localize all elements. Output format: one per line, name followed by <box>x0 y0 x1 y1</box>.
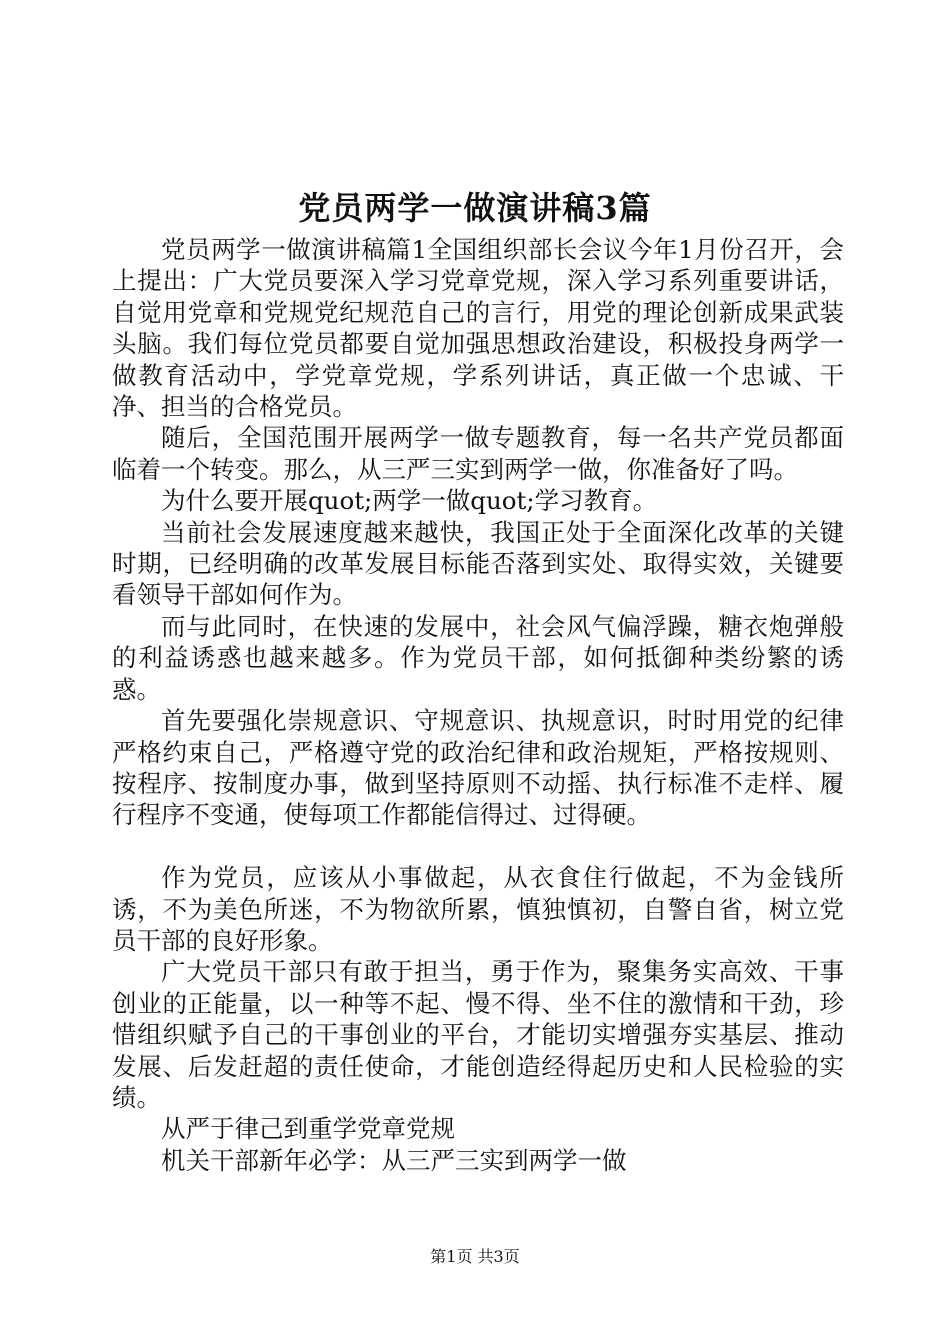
paragraph-gap <box>112 831 844 862</box>
paragraph-8: 广大党员干部只有敢于担当，勇于作为，聚集务实高效、干事创业的正能量，以一种等不起、慢不得、坐不住的激情和干劲，珍惜组织赋予自己的干事创业的平台，才能切实增强夯实基层、推动发展、后发赶超的责任使命，才能创造经得起历史和人民检验的实绩。 <box>112 957 844 1112</box>
related-link-2: 机关干部新年必学：从三严三实到两学一做 <box>161 1145 627 1175</box>
paragraph-2: 随后，全国范围开展两学一做专题教育，每一名共产党员都面临着一个转变。那么，从三严三实到两学一做，你准备好了吗。 <box>112 423 844 484</box>
paragraph-6: 首先要强化崇规意识、守规意识、执规意识，时时用党的纪律严格约束自己，严格遵守党的政治纪律和政治规矩，严格按规则、按程序、按制度办事，做到坚持原则不动摇、执行标准不走样、履行程序不变通，使每项工作都能信得过、过得硬。 <box>112 706 844 830</box>
related-link-1: 从严于律己到重学党章党规 <box>161 1114 455 1144</box>
page-title: 党员两学一做演讲稿3篇 <box>298 189 652 227</box>
paragraph-7: 作为党员，应该从小事做起，从衣食住行做起，不为金钱所诱，不为美色所迷，不为物欲所累，慎独慎初，自警自省，树立党员干部的良好形象。 <box>112 863 844 955</box>
paragraph-3: 为什么要开展quot;两学一做quot;学习教育。 <box>161 486 658 516</box>
paragraph-1: 党员两学一做演讲稿篇1全国组织部长会议今年1月份召开，会上提出：广大党员要深入学习党章党规，深入学习系列重要讲话，自觉用党章和党规党纪规范自己的言行，用党的理论创新成果武装头脑。我们每位党员都要自觉加强思想政治建设，积极投身两学一做教育活动中，学党章党规，学系列讲话，真正做一个忠诚、干净、担当的合格党员。 <box>112 235 844 422</box>
page-footer: 第1页 共3页 <box>430 1247 520 1266</box>
paragraph-4: 当前社会发展速度越来越快，我国正处于全面深化改革的关键时期，已经明确的改革发展目标能否落到实处、取得实效，关键要看领导干部如何作为。 <box>112 517 844 610</box>
paragraph-5: 而与此同时，在快速的发展中，社会风气偏浮躁，糖衣炮弹般的利益诱惑也越来越多。作为党员干部，如何抵御种类纷繁的诱惑。 <box>112 611 844 704</box>
document-body <box>112 234 844 1176</box>
